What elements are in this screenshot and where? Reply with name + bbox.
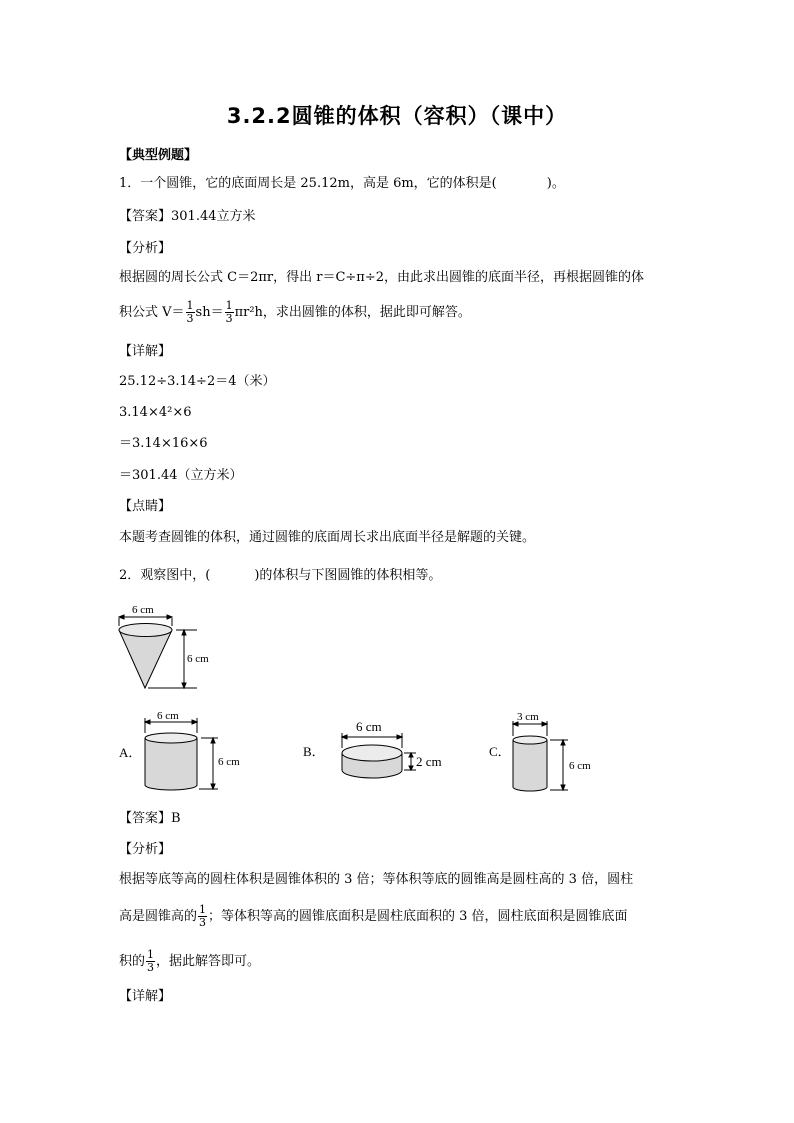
analysis-2-text: ；等体积等高的圆锥底面积是圆柱底面积的 3 倍，圆柱底面积是圆锥底面 xyxy=(208,909,628,924)
cone-figure xyxy=(119,615,197,688)
formula-suffix: πr²h，求出圆锥的体积，据此即可解答。 xyxy=(234,305,471,320)
fraction-one-third: $\frac{1}{3}$ xyxy=(147,948,155,974)
analysis-2-text: 高是圆锥高的 xyxy=(119,909,198,924)
analysis-2-text: 积的 xyxy=(119,954,146,969)
cylinder-b-height-label: 2 cm xyxy=(416,754,442,769)
analysis-2-line-2 xyxy=(119,904,628,929)
geometry-figure xyxy=(0,595,794,810)
cylinder-c-height-label: 6 cm xyxy=(569,760,591,772)
question-2-end: )的体积与下图圆锥的体积相等。 xyxy=(254,568,442,583)
analysis-label-1: 【分析】 xyxy=(119,241,172,256)
cylinder-c xyxy=(513,721,568,791)
answer-1: 【答案】301.44立方米 xyxy=(119,209,256,224)
question-1-end: )。 xyxy=(546,176,565,191)
analysis-1-line-1: 根据圆的周长公式 C＝2πr，得出 r＝C÷π÷2，由此求出圆锥的底面半径，再根据圆锥的体 xyxy=(119,270,645,285)
cone-diameter-label: 6 cm xyxy=(132,604,154,616)
question-2-text: 2．观察图中，( xyxy=(119,568,211,583)
question-1 xyxy=(119,175,565,193)
analysis-1-line-2 xyxy=(119,300,471,325)
cylinder-a-diameter-label: 6 cm xyxy=(157,710,179,722)
comment-label-1: 【点睛】 xyxy=(119,499,172,514)
cylinder-a xyxy=(145,718,218,790)
question-1-text: 1．一个圆锥，它的底面周长是 25.12m，高是 6m，它的体积是( xyxy=(119,176,497,191)
calc-line-3: ＝3.14×16×6 xyxy=(119,436,208,451)
option-c-label: C． xyxy=(489,744,511,759)
fraction-one-third: $\frac{1}{3}$ xyxy=(225,299,233,325)
formula-prefix: 积公式 V＝ xyxy=(119,305,185,320)
detail-label-2: 【详解】 xyxy=(119,989,172,1004)
cone-height-label: 6 cm xyxy=(187,653,209,665)
cylinder-b xyxy=(342,733,416,778)
fraction-one-third: $\frac{1}{3}$ xyxy=(199,903,207,929)
comment-1: 本题考查圆锥的体积，通过圆锥的底面周长求出底面半径是解题的关键。 xyxy=(119,530,536,545)
fraction-one-third: $\frac{1}{3}$ xyxy=(186,299,194,325)
analysis-2-line-1: 根据等底等高的圆柱体积是圆锥体积的 3 倍；等体积等底的圆锥高是圆柱高的 3 倍，圆柱 xyxy=(119,872,634,887)
calc-line-1: 25.12÷3.14÷2＝4（米） xyxy=(119,374,276,389)
option-a-label: A． xyxy=(119,745,142,760)
analysis-2-text: ，据此解答即可。 xyxy=(156,954,261,969)
detail-label-1: 【详解】 xyxy=(119,344,172,359)
cylinder-a-height-label: 6 cm xyxy=(218,756,240,768)
option-b-label: B． xyxy=(303,744,325,759)
calc-line-4: ＝301.44（立方米） xyxy=(119,468,243,483)
section-label: 【典型例题】 xyxy=(119,148,198,163)
cylinder-c-diameter-label: 3 cm xyxy=(517,711,539,723)
question-2 xyxy=(119,567,441,585)
analysis-label-2: 【分析】 xyxy=(119,842,172,857)
answer-2: 【答案】B xyxy=(119,811,181,826)
calc-line-2: 3.14×4²×6 xyxy=(119,405,192,420)
formula-sh: sh＝ xyxy=(195,305,224,320)
page-title: 3.2.2圆锥的体积（容积）（课中） xyxy=(226,104,568,128)
cylinder-b-diameter-label: 6 cm xyxy=(356,719,382,734)
analysis-2-line-3 xyxy=(119,949,260,974)
